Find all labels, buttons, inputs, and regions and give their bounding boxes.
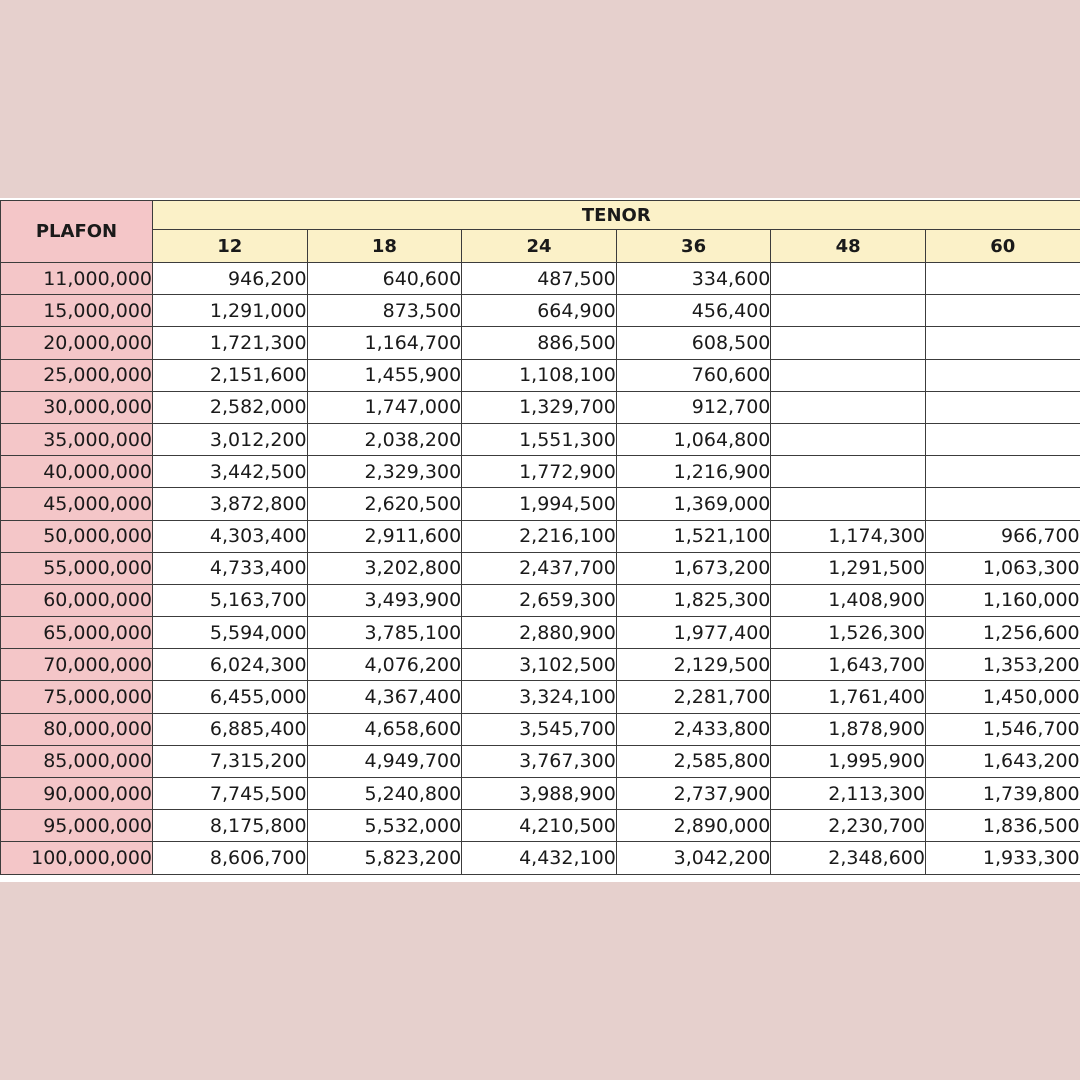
installment-cell: 2,113,300 (771, 778, 926, 810)
installment-cell (771, 391, 926, 423)
installment-cell: 2,582,000 (153, 391, 308, 423)
plafon-cell: 30,000,000 (1, 391, 153, 423)
installment-cell (771, 327, 926, 359)
plafon-cell: 20,000,000 (1, 327, 153, 359)
installment-cell: 1,064,800 (616, 423, 771, 455)
table-row (1, 649, 1080, 681)
installment-cell: 1,643,200 (925, 745, 1080, 777)
installment-cell: 3,493,900 (307, 584, 462, 616)
table-row (1, 488, 1080, 520)
table-row (1, 842, 1080, 874)
plafon-cell: 80,000,000 (1, 713, 153, 745)
installment-cell (771, 488, 926, 520)
table-row (1, 456, 1080, 488)
tenor-header: TENOR (153, 201, 1080, 230)
installment-cell: 2,151,600 (153, 359, 308, 391)
installment-cell (925, 263, 1080, 295)
installment-cell: 886,500 (462, 327, 617, 359)
installment-cell: 2,437,700 (462, 552, 617, 584)
table-body (1, 263, 1080, 875)
installment-cell (925, 391, 1080, 423)
installment-cell: 2,880,900 (462, 617, 617, 649)
installment-cell: 8,175,800 (153, 810, 308, 842)
installment-cell: 6,455,000 (153, 681, 308, 713)
installment-cell: 3,988,900 (462, 778, 617, 810)
installment-cell: 1,772,900 (462, 456, 617, 488)
installment-cell: 4,658,600 (307, 713, 462, 745)
tenor-column-header: 24 (462, 230, 617, 263)
table-row (1, 423, 1080, 455)
table-row (1, 520, 1080, 552)
installment-cell: 1,546,700 (925, 713, 1080, 745)
table-row (1, 810, 1080, 842)
installment-table (0, 200, 1080, 875)
installment-cell: 664,900 (462, 295, 617, 327)
installment-cell: 4,367,400 (307, 681, 462, 713)
installment-cell: 1,369,000 (616, 488, 771, 520)
table-row (1, 359, 1080, 391)
tenor-column-header: 36 (616, 230, 771, 263)
installment-cell: 1,408,900 (771, 584, 926, 616)
installment-cell: 5,823,200 (307, 842, 462, 874)
table-row (1, 391, 1080, 423)
installment-cell (771, 359, 926, 391)
installment-cell (925, 327, 1080, 359)
installment-cell: 5,594,000 (153, 617, 308, 649)
installment-cell: 1,836,500 (925, 810, 1080, 842)
plafon-cell: 45,000,000 (1, 488, 153, 520)
plafon-cell: 55,000,000 (1, 552, 153, 584)
installment-cell: 4,949,700 (307, 745, 462, 777)
installment-cell: 1,721,300 (153, 327, 308, 359)
table-row (1, 327, 1080, 359)
installment-cell (925, 456, 1080, 488)
installment-cell: 1,353,200 (925, 649, 1080, 681)
installment-cell: 2,329,300 (307, 456, 462, 488)
plafon-cell: 75,000,000 (1, 681, 153, 713)
installment-cell: 1,174,300 (771, 520, 926, 552)
plafon-cell: 60,000,000 (1, 584, 153, 616)
installment-cell: 1,994,500 (462, 488, 617, 520)
table-row (1, 584, 1080, 616)
plafon-cell: 90,000,000 (1, 778, 153, 810)
installment-cell: 1,216,900 (616, 456, 771, 488)
installment-cell: 1,108,100 (462, 359, 617, 391)
installment-cell: 1,933,300 (925, 842, 1080, 874)
installment-cell: 1,455,900 (307, 359, 462, 391)
table-row (1, 552, 1080, 584)
installment-cell: 2,620,500 (307, 488, 462, 520)
installment-cell: 640,600 (307, 263, 462, 295)
plafon-cell: 65,000,000 (1, 617, 153, 649)
installment-cell: 2,890,000 (616, 810, 771, 842)
installment-cell: 2,230,700 (771, 810, 926, 842)
installment-cell: 2,038,200 (307, 423, 462, 455)
installment-cell (771, 263, 926, 295)
installment-cell: 8,606,700 (153, 842, 308, 874)
table-row (1, 713, 1080, 745)
installment-cell: 4,303,400 (153, 520, 308, 552)
installment-cell: 1,063,300 (925, 552, 1080, 584)
installment-cell: 1,256,600 (925, 617, 1080, 649)
plafon-cell: 11,000,000 (1, 263, 153, 295)
tenor-column-header: 48 (771, 230, 926, 263)
installment-cell: 1,329,700 (462, 391, 617, 423)
plafon-header: PLAFON (1, 201, 153, 263)
installment-cell (771, 456, 926, 488)
installment-cell: 2,281,700 (616, 681, 771, 713)
installment-cell: 608,500 (616, 327, 771, 359)
installment-cell: 4,076,200 (307, 649, 462, 681)
installment-cell: 1,551,300 (462, 423, 617, 455)
installment-cell: 5,240,800 (307, 778, 462, 810)
installment-cell (925, 423, 1080, 455)
installment-cell: 1,739,800 (925, 778, 1080, 810)
installment-cell: 1,521,100 (616, 520, 771, 552)
installment-cell: 3,202,800 (307, 552, 462, 584)
installment-cell: 1,291,500 (771, 552, 926, 584)
installment-cell (925, 488, 1080, 520)
installment-cell: 1,291,000 (153, 295, 308, 327)
installment-cell: 3,442,500 (153, 456, 308, 488)
installment-cell (925, 359, 1080, 391)
installment-cell: 3,324,100 (462, 681, 617, 713)
installment-cell: 1,747,000 (307, 391, 462, 423)
plafon-cell: 85,000,000 (1, 745, 153, 777)
installment-cell: 760,600 (616, 359, 771, 391)
installment-cell: 456,400 (616, 295, 771, 327)
installment-cell: 2,585,800 (616, 745, 771, 777)
table-row (1, 263, 1080, 295)
installment-cell: 1,160,000 (925, 584, 1080, 616)
plafon-cell: 95,000,000 (1, 810, 153, 842)
installment-cell: 1,878,900 (771, 713, 926, 745)
installment-cell: 2,659,300 (462, 584, 617, 616)
installment-cell: 946,200 (153, 263, 308, 295)
installment-cell: 3,767,300 (462, 745, 617, 777)
installment-cell: 1,450,000 (925, 681, 1080, 713)
installment-cell: 2,737,900 (616, 778, 771, 810)
plafon-cell: 50,000,000 (1, 520, 153, 552)
plafon-cell: 15,000,000 (1, 295, 153, 327)
installment-cell: 5,163,700 (153, 584, 308, 616)
installment-cell: 4,210,500 (462, 810, 617, 842)
plafon-cell: 100,000,000 (1, 842, 153, 874)
installment-cell: 3,872,800 (153, 488, 308, 520)
installment-cell: 1,673,200 (616, 552, 771, 584)
table-row (1, 295, 1080, 327)
installment-cell: 6,885,400 (153, 713, 308, 745)
installment-cell (925, 295, 1080, 327)
installment-cell: 2,216,100 (462, 520, 617, 552)
table-row (1, 745, 1080, 777)
installment-cell: 6,024,300 (153, 649, 308, 681)
installment-cell: 7,315,200 (153, 745, 308, 777)
tenor-column-header: 60 (925, 230, 1080, 263)
installment-cell: 487,500 (462, 263, 617, 295)
installment-cell: 3,102,500 (462, 649, 617, 681)
installment-cell: 7,745,500 (153, 778, 308, 810)
installment-cell: 2,348,600 (771, 842, 926, 874)
installment-cell: 2,433,800 (616, 713, 771, 745)
installment-cell: 3,785,100 (307, 617, 462, 649)
plafon-cell: 40,000,000 (1, 456, 153, 488)
installment-cell: 1,643,700 (771, 649, 926, 681)
table-row (1, 681, 1080, 713)
installment-cell (771, 295, 926, 327)
installment-cell (771, 423, 926, 455)
installment-cell: 912,700 (616, 391, 771, 423)
installment-cell: 334,600 (616, 263, 771, 295)
installment-cell: 2,911,600 (307, 520, 462, 552)
installment-cell: 1,526,300 (771, 617, 926, 649)
installment-cell: 4,432,100 (462, 842, 617, 874)
installment-cell: 1,977,400 (616, 617, 771, 649)
plafon-cell: 70,000,000 (1, 649, 153, 681)
installment-cell: 873,500 (307, 295, 462, 327)
installment-cell: 2,129,500 (616, 649, 771, 681)
installment-cell: 3,545,700 (462, 713, 617, 745)
installment-cell: 1,761,400 (771, 681, 926, 713)
table-sheet (0, 198, 1080, 882)
plafon-cell: 25,000,000 (1, 359, 153, 391)
installment-cell: 1,825,300 (616, 584, 771, 616)
installment-cell: 1,164,700 (307, 327, 462, 359)
installment-cell: 1,995,900 (771, 745, 926, 777)
installment-cell: 3,042,200 (616, 842, 771, 874)
table-row (1, 778, 1080, 810)
plafon-cell: 35,000,000 (1, 423, 153, 455)
tenor-column-header: 12 (153, 230, 308, 263)
installment-cell: 966,700 (925, 520, 1080, 552)
installment-cell: 3,012,200 (153, 423, 308, 455)
installment-cell: 4,733,400 (153, 552, 308, 584)
tenor-column-header: 18 (307, 230, 462, 263)
installment-cell: 5,532,000 (307, 810, 462, 842)
table-row (1, 617, 1080, 649)
